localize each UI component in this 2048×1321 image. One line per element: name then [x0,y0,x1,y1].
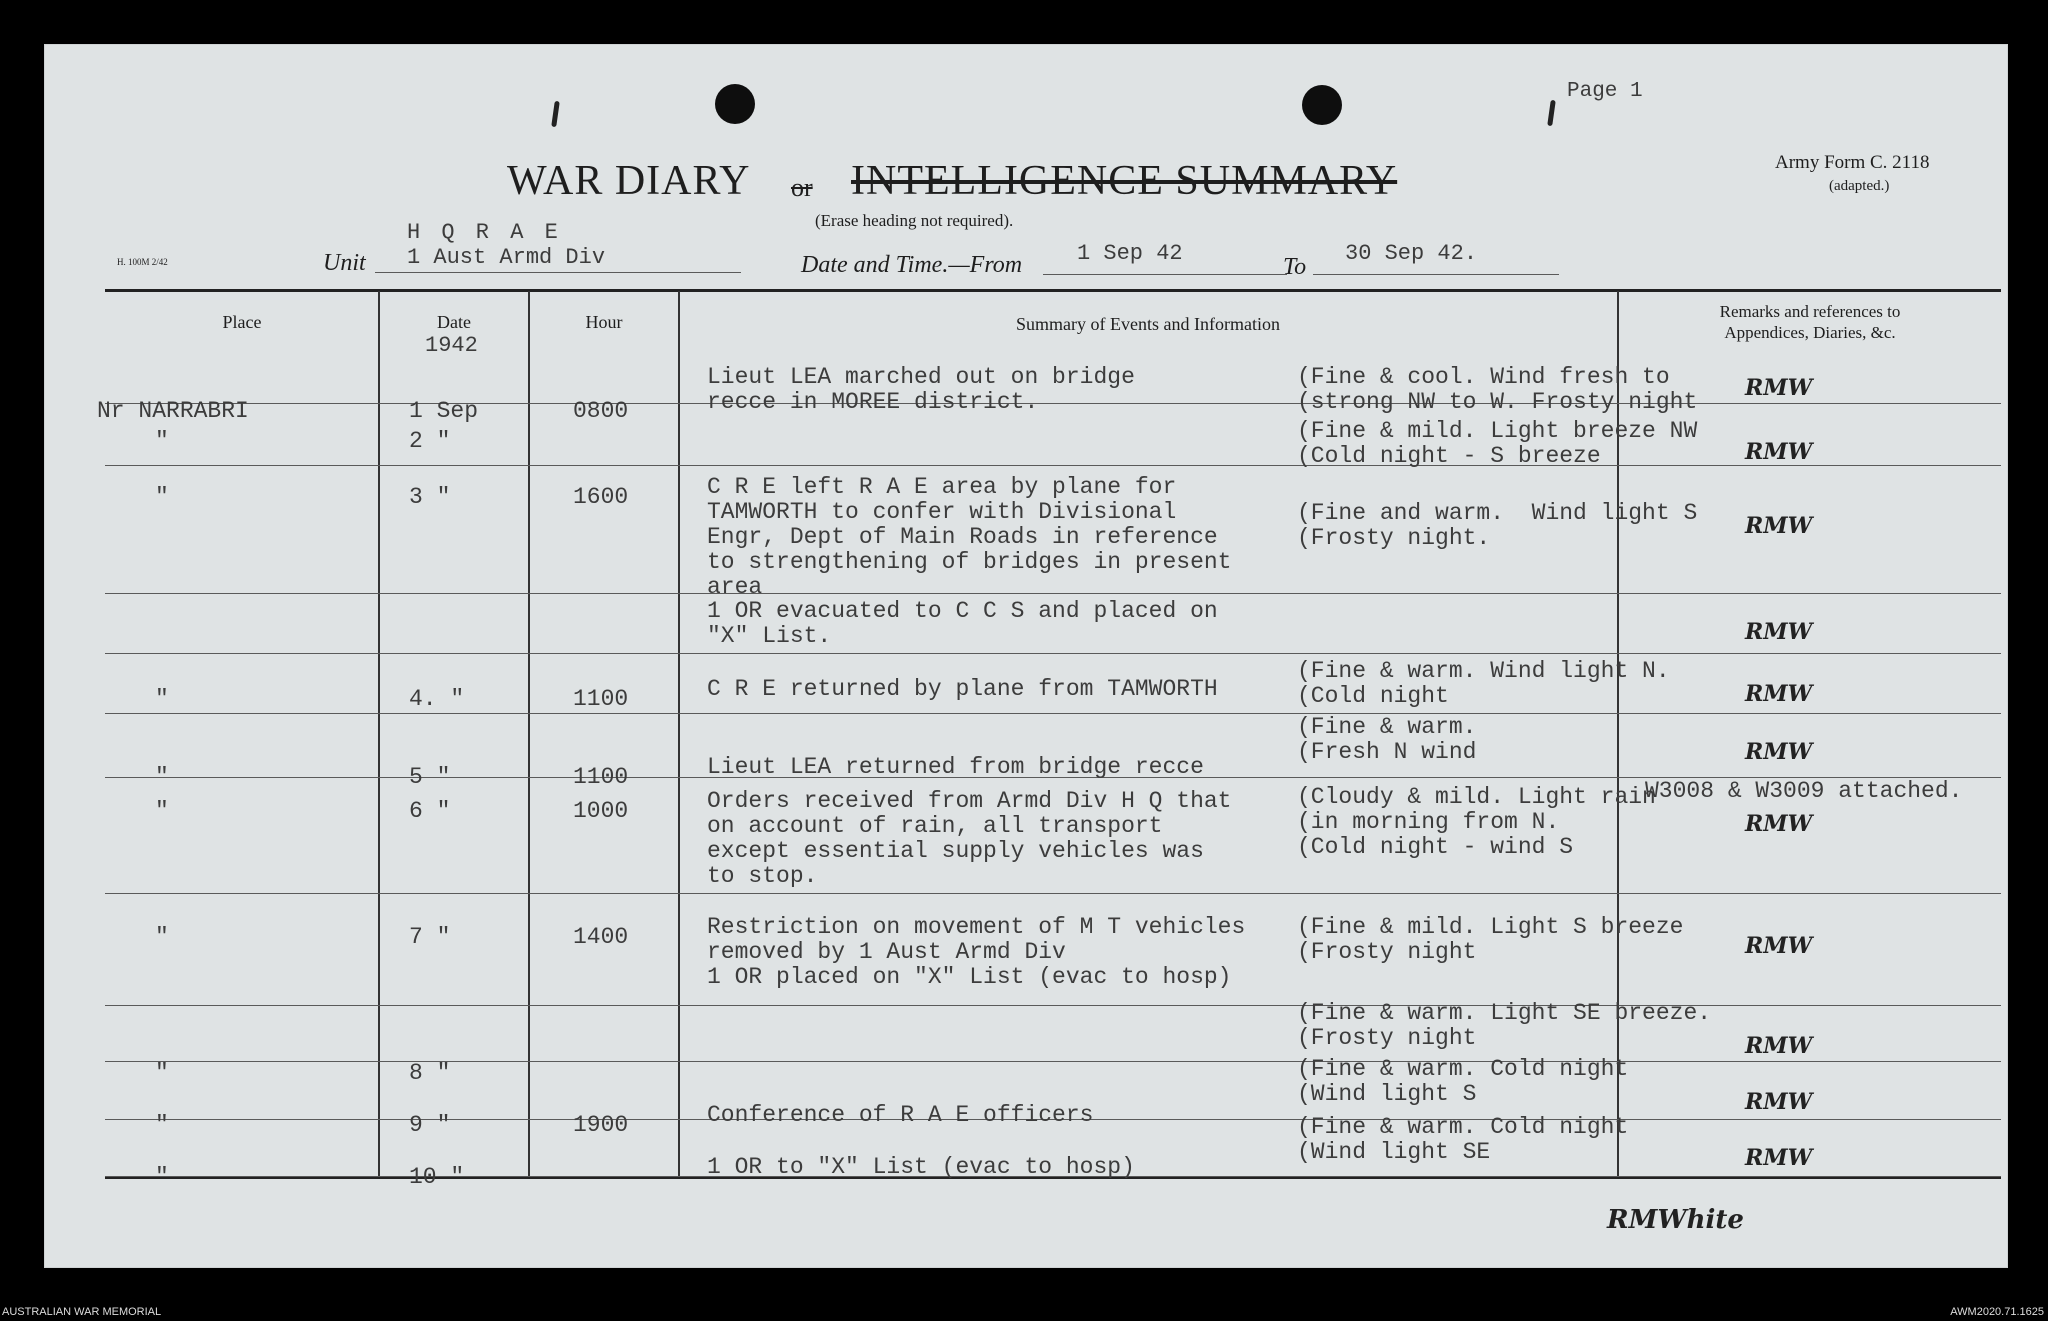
title-intelligence-summary: INTELLIGENCE SUMMARY [851,158,1398,204]
cell-summary: Orders received from Armd Div H Q that on account of rain, all transport except essential supply vehicles was to stop. [707,788,1232,889]
form-label: Army Form C. 2118 [1775,152,1930,173]
cell-summary: 1 OR to "X" List (evac to hosp) [707,1154,1135,1180]
cell-date: 2 " [409,428,451,454]
col-divider-3 [678,291,680,1177]
cell-summary: C R E left R A E area by plane for TAMWORTH to confer with Divisional Engr, Dept of Main Roads in reference to strengthening of bridges in present area [707,474,1232,600]
staple-mark-left [551,101,560,127]
cell-weather: (Fine & warm. Cold night (Wind light S [1297,1056,1629,1107]
footer-left: AUSTRALIAN WAR MEMORIAL [2,1306,162,1318]
row-divider [105,653,2001,654]
cell-place: " [155,428,169,454]
erase-note: (Erase heading not required). [815,211,1014,230]
cell-weather: (Fine & mild. Light S breeze (Frosty night [1297,914,1684,965]
row-divider [105,1061,2001,1062]
punch-hole-right [1302,85,1342,125]
date-to-underline [1313,274,1559,275]
cell-date: 3 " [409,484,451,510]
header-place: Place [222,312,262,332]
cell-place: " [155,1164,169,1190]
header-remarks-line1: Remarks and references to [1719,302,1901,321]
unit-underline [375,272,741,273]
cell-hour: 1900 [573,1112,629,1138]
cell-date: 9 " [409,1112,451,1138]
cell-hour: 1100 [573,686,629,712]
date-label: Date and Time.—From [801,252,1023,278]
cell-place: " [155,1060,169,1086]
row-divider [105,893,2001,894]
header-date: Date [437,312,471,332]
unit-line1: H Q R A E [407,220,562,245]
initials-mark: RMW [1745,933,1813,959]
date-to: 30 Sep 42. [1345,241,1478,266]
date-from-underline [1043,274,1287,275]
cell-date: 1 Sep [409,398,479,424]
page-label: Page 1 [1567,80,1643,103]
cell-weather: (Fine & mild. Light breeze NW (Cold night - S breeze [1297,418,1698,469]
cell-weather: (Fine & warm. Cold night (Wind light SE [1297,1114,1629,1165]
cell-place: " [155,686,169,712]
unit-line2: 1 Aust Armd Div [407,245,606,270]
cell-weather: (Fine and warm. Wind light S (Frosty night. [1297,500,1698,551]
header-year: 1942 [425,333,478,358]
cell-summary: Restriction on movement of M T vehicles removed by 1 Aust Armd Div 1 OR placed on "X" List (evac to hosp) [707,914,1246,990]
to-label: To [1283,254,1307,280]
cell-summary: Conference of R A E officers [707,1102,1094,1128]
cell-place: " [155,924,169,950]
cell-summary: 1 OR evacuated to C C S and placed on "X" List. [707,598,1218,649]
cell-place: " [155,764,169,790]
table-top-rule [105,289,2001,292]
cell-hour: 1400 [573,924,629,950]
initials-mark: RMW [1745,439,1813,465]
cell-date: 8 " [409,1060,451,1086]
cell-date: 10 " [409,1164,465,1190]
cell-date: 5 " [409,764,451,790]
cell-hour: 1000 [573,798,629,824]
cell-remarks: W3008 & W3009 attached. [1645,778,1963,804]
initials-mark: RMW [1745,1033,1813,1059]
diary-page [44,44,2008,1268]
initials-mark: RMW [1745,375,1813,401]
cell-place: Nr NARRABRI [97,398,249,424]
print-code: H. 100M 2/42 [117,257,168,267]
cell-hour: 1600 [573,484,629,510]
cell-date: 6 " [409,798,451,824]
cell-weather: (Fine & warm. Wind light N. (Cold night [1297,658,1670,709]
cell-place: " [155,798,169,824]
signature: RMWhite [1607,1205,1744,1235]
cell-weather: (Cloudy & mild. Light rain (in morning from N. (Cold night - wind S [1297,784,1656,860]
cell-weather: (Fine & warm. Light SE breeze. (Frosty night [1297,1000,1712,1051]
date-from: 1 Sep 42 [1077,241,1183,266]
title-or: or [791,173,813,202]
staple-mark-right [1547,100,1556,126]
initials-mark: RMW [1745,811,1813,837]
col-divider-2 [528,291,530,1177]
cell-hour: 1100 [573,764,629,790]
form-note: (adapted.) [1829,178,1890,194]
cell-summary: Lieut LEA marched out on bridge recce in MOREE district. [707,364,1135,415]
initials-mark: RMW [1745,513,1813,539]
col-divider-1 [378,291,380,1177]
initials-mark: RMW [1745,619,1813,645]
initials-mark: RMW [1745,1145,1813,1171]
row-divider [105,465,2001,466]
cell-summary: C R E returned by plane from TAMWORTH [707,676,1218,702]
header-summary: Summary of Events and Information [1016,314,1280,334]
cell-weather: (Fine & warm. (Fresh N wind [1297,714,1477,765]
initials-mark: RMW [1745,739,1813,765]
cell-place: " [155,484,169,510]
initials-mark: RMW [1745,1089,1813,1115]
header-remarks-line2: Appendices, Diaries, &c. [1724,323,1896,342]
cell-place: " [155,1112,169,1138]
punch-hole-left [715,84,755,124]
title-war-diary: WAR DIARY [507,158,751,204]
cell-weather: (Fine & cool. Wind fresh to (strong NW to W. Frosty night [1297,364,1698,415]
initials-mark: RMW [1745,681,1813,707]
cell-hour: 0800 [573,398,629,424]
header-hour: Hour [585,312,623,332]
row-divider [105,1005,2001,1006]
cell-date: 4. " [409,686,465,712]
row-divider [105,713,2001,714]
unit-label: Unit [323,250,366,276]
cell-date: 7 " [409,924,451,950]
footer-right: AWM2020.71.1625 [1950,1306,2044,1318]
cell-summary: Lieut LEA returned from bridge recce [707,754,1204,780]
